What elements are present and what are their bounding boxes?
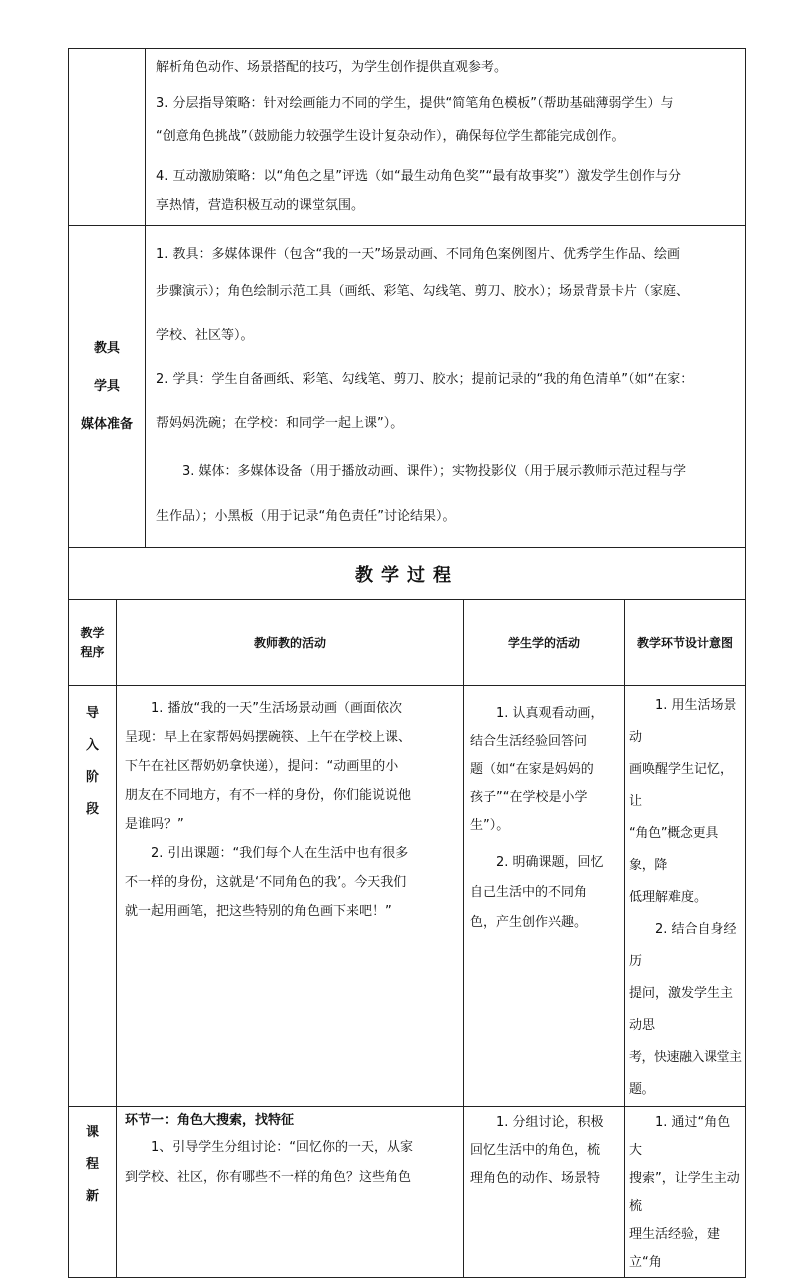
new-intent-line: 搜索”，让学生主动梳 <box>629 1171 740 1214</box>
strategy-line: 享热情，营造积极互动的课堂氛围。 <box>156 198 365 213</box>
new-teacher-heading: 环节一：角色大搜索，找特征 <box>125 1113 295 1128</box>
lesson-plan-table <box>68 48 746 1278</box>
intro-student-line: 2. 明确课题，回忆 <box>496 855 604 870</box>
intro-intent-line: “角色”概念更具象，降 <box>629 826 719 873</box>
new-intent-line: 1. 通过“角色大 <box>629 1115 731 1158</box>
intro-intent-line: 低理解难度。 <box>629 890 708 905</box>
intro-intent-cell <box>625 686 746 1107</box>
process-header-row <box>69 600 746 686</box>
materials-line: 学校、社区等）。 <box>156 328 254 343</box>
intro-teacher-line: 不一样的身份，这就是‘不同角色的我’。今天我们 <box>125 875 407 890</box>
new-student-cell <box>464 1107 625 1278</box>
header-teacher: 教师教的活动 <box>117 600 464 686</box>
materials-label-cell <box>69 226 146 548</box>
intro-student-line: 1. 认真观看动画， <box>496 706 604 721</box>
intro-intent-line: 考，快速融入课堂主题。 <box>629 1050 742 1097</box>
new-teacher-line: 到学校、社区，你有哪些不一样的角色？这些角色 <box>125 1170 412 1185</box>
intro-teacher-line: 2. 引出课题：“我们每个人在生活中也有很多 <box>151 846 409 861</box>
process-title-row <box>69 548 746 600</box>
strategy-line: 解析角色动作、场景搭配的技巧，为学生创作提供直观参考。 <box>156 60 508 75</box>
intro-intent-line: 提问，激发学生主动思 <box>629 986 734 1033</box>
header-student: 学生学的活动 <box>464 600 625 686</box>
process-title: 教学过程 <box>69 548 746 600</box>
header-intent: 教学环节设计意图 <box>625 600 746 686</box>
intro-student-line: 孩子”“在学校是小学 <box>470 790 588 805</box>
intro-intent-line: 1. 用生活场景动 <box>629 698 737 745</box>
new-teacher-cell <box>117 1107 464 1278</box>
new-stage-row <box>69 1107 746 1278</box>
materials-line: 帮妈妈洗碗；在学校：和同学一起上课”）。 <box>156 416 404 431</box>
intro-teacher-cell <box>117 686 464 1107</box>
intro-student-cell <box>464 686 625 1107</box>
intro-teacher-line: 朋友在不同地方，有不一样的身份，你们能说说他 <box>125 788 412 803</box>
intro-teacher-line: 就一起用画笔，把这些特别的角色画下来吧！” <box>125 904 392 919</box>
materials-content-cell <box>146 226 746 548</box>
materials-line: 1. 教具：多媒体课件（包含“我的一天”场景动画、不同角色案例图片、优秀学生作品、绘画 <box>156 247 681 262</box>
intro-student-line: 色，产生创作兴趣。 <box>470 915 588 930</box>
intro-teacher-line: 1. 播放“我的一天”生活场景动画（画面依次 <box>151 701 403 716</box>
materials-line: 步骤演示）；角色绘制示范工具（画纸、彩笔、勾线笔、剪刀、胶水）；场景背景卡片（家庭、 <box>156 284 690 299</box>
strategy-line: “创意角色挑战”（鼓励能力较强学生设计复杂动作），确保每位学生都能完成创作。 <box>156 129 625 144</box>
new-intent-line: 理生活经验，建立“角 <box>629 1227 721 1270</box>
intro-teacher-line: 下午在社区帮奶奶拿快递），提问：“动画里的小 <box>125 759 399 774</box>
intro-stage-label: 导入阶段 <box>69 686 117 1107</box>
materials-line: 2. 学具：学生自备画纸、彩笔、勾线笔、剪刀、胶水；提前记录的“我的角色清单”（如“在家： <box>156 372 694 387</box>
intro-student-line: 题（如“在家是妈妈的 <box>470 762 594 777</box>
strategy-label-cell <box>69 49 146 226</box>
new-teacher-line: 1、引导学生分组讨论：“回忆你的一天，从家 <box>151 1140 414 1155</box>
intro-student-line: 自己生活中的不同角 <box>470 885 588 900</box>
materials-row <box>69 226 746 548</box>
materials-line: 生作品）；小黑板（用于记录“角色责任”讨论结果）。 <box>156 509 456 524</box>
strategy-content-cell <box>146 49 746 226</box>
intro-teacher-line: 是谁吗？” <box>125 817 184 832</box>
header-stage: 教学程序 <box>69 600 117 686</box>
strategy-row <box>69 49 746 226</box>
intro-student-line: 结合生活经验回答问 <box>470 734 588 749</box>
intro-intent-line: 画唤醒学生记忆，让 <box>629 762 734 809</box>
strategy-line: 3. 分层指导策略：针对绘画能力不同的学生，提供“简笔角色模板”（帮助基础薄弱学生）与 <box>156 96 674 111</box>
strategy-line: 4. 互动激励策略：以“角色之星”评选（如“最生动角色奖”“最有故事奖”）激发学生创作与分 <box>156 169 681 184</box>
new-student-line: 理角色的动作、场景特 <box>470 1171 601 1186</box>
intro-stage-row <box>69 686 746 1107</box>
new-student-line: 1. 分组讨论，积极 <box>496 1115 604 1130</box>
materials-line: 3. 媒体：多媒体设备（用于播放动画、课件）；实物投影仪（用于展示教师示范过程与学 <box>182 464 687 479</box>
intro-teacher-line: 呈现：早上在家帮妈妈摆碗筷、上午在学校上课、 <box>125 730 412 745</box>
materials-label-teaching-aids: 教具 <box>93 340 120 356</box>
intro-intent-line: 2. 结合自身经历 <box>629 922 737 969</box>
new-stage-label: 课程新 <box>69 1107 117 1278</box>
new-intent-cell <box>625 1107 746 1278</box>
materials-label-learning-aids: 学具 <box>93 378 120 394</box>
materials-label-media: 媒体准备 <box>80 416 133 432</box>
intro-student-line: 生”）。 <box>470 818 510 833</box>
new-student-line: 回忆生活中的角色，梳 <box>470 1143 601 1158</box>
